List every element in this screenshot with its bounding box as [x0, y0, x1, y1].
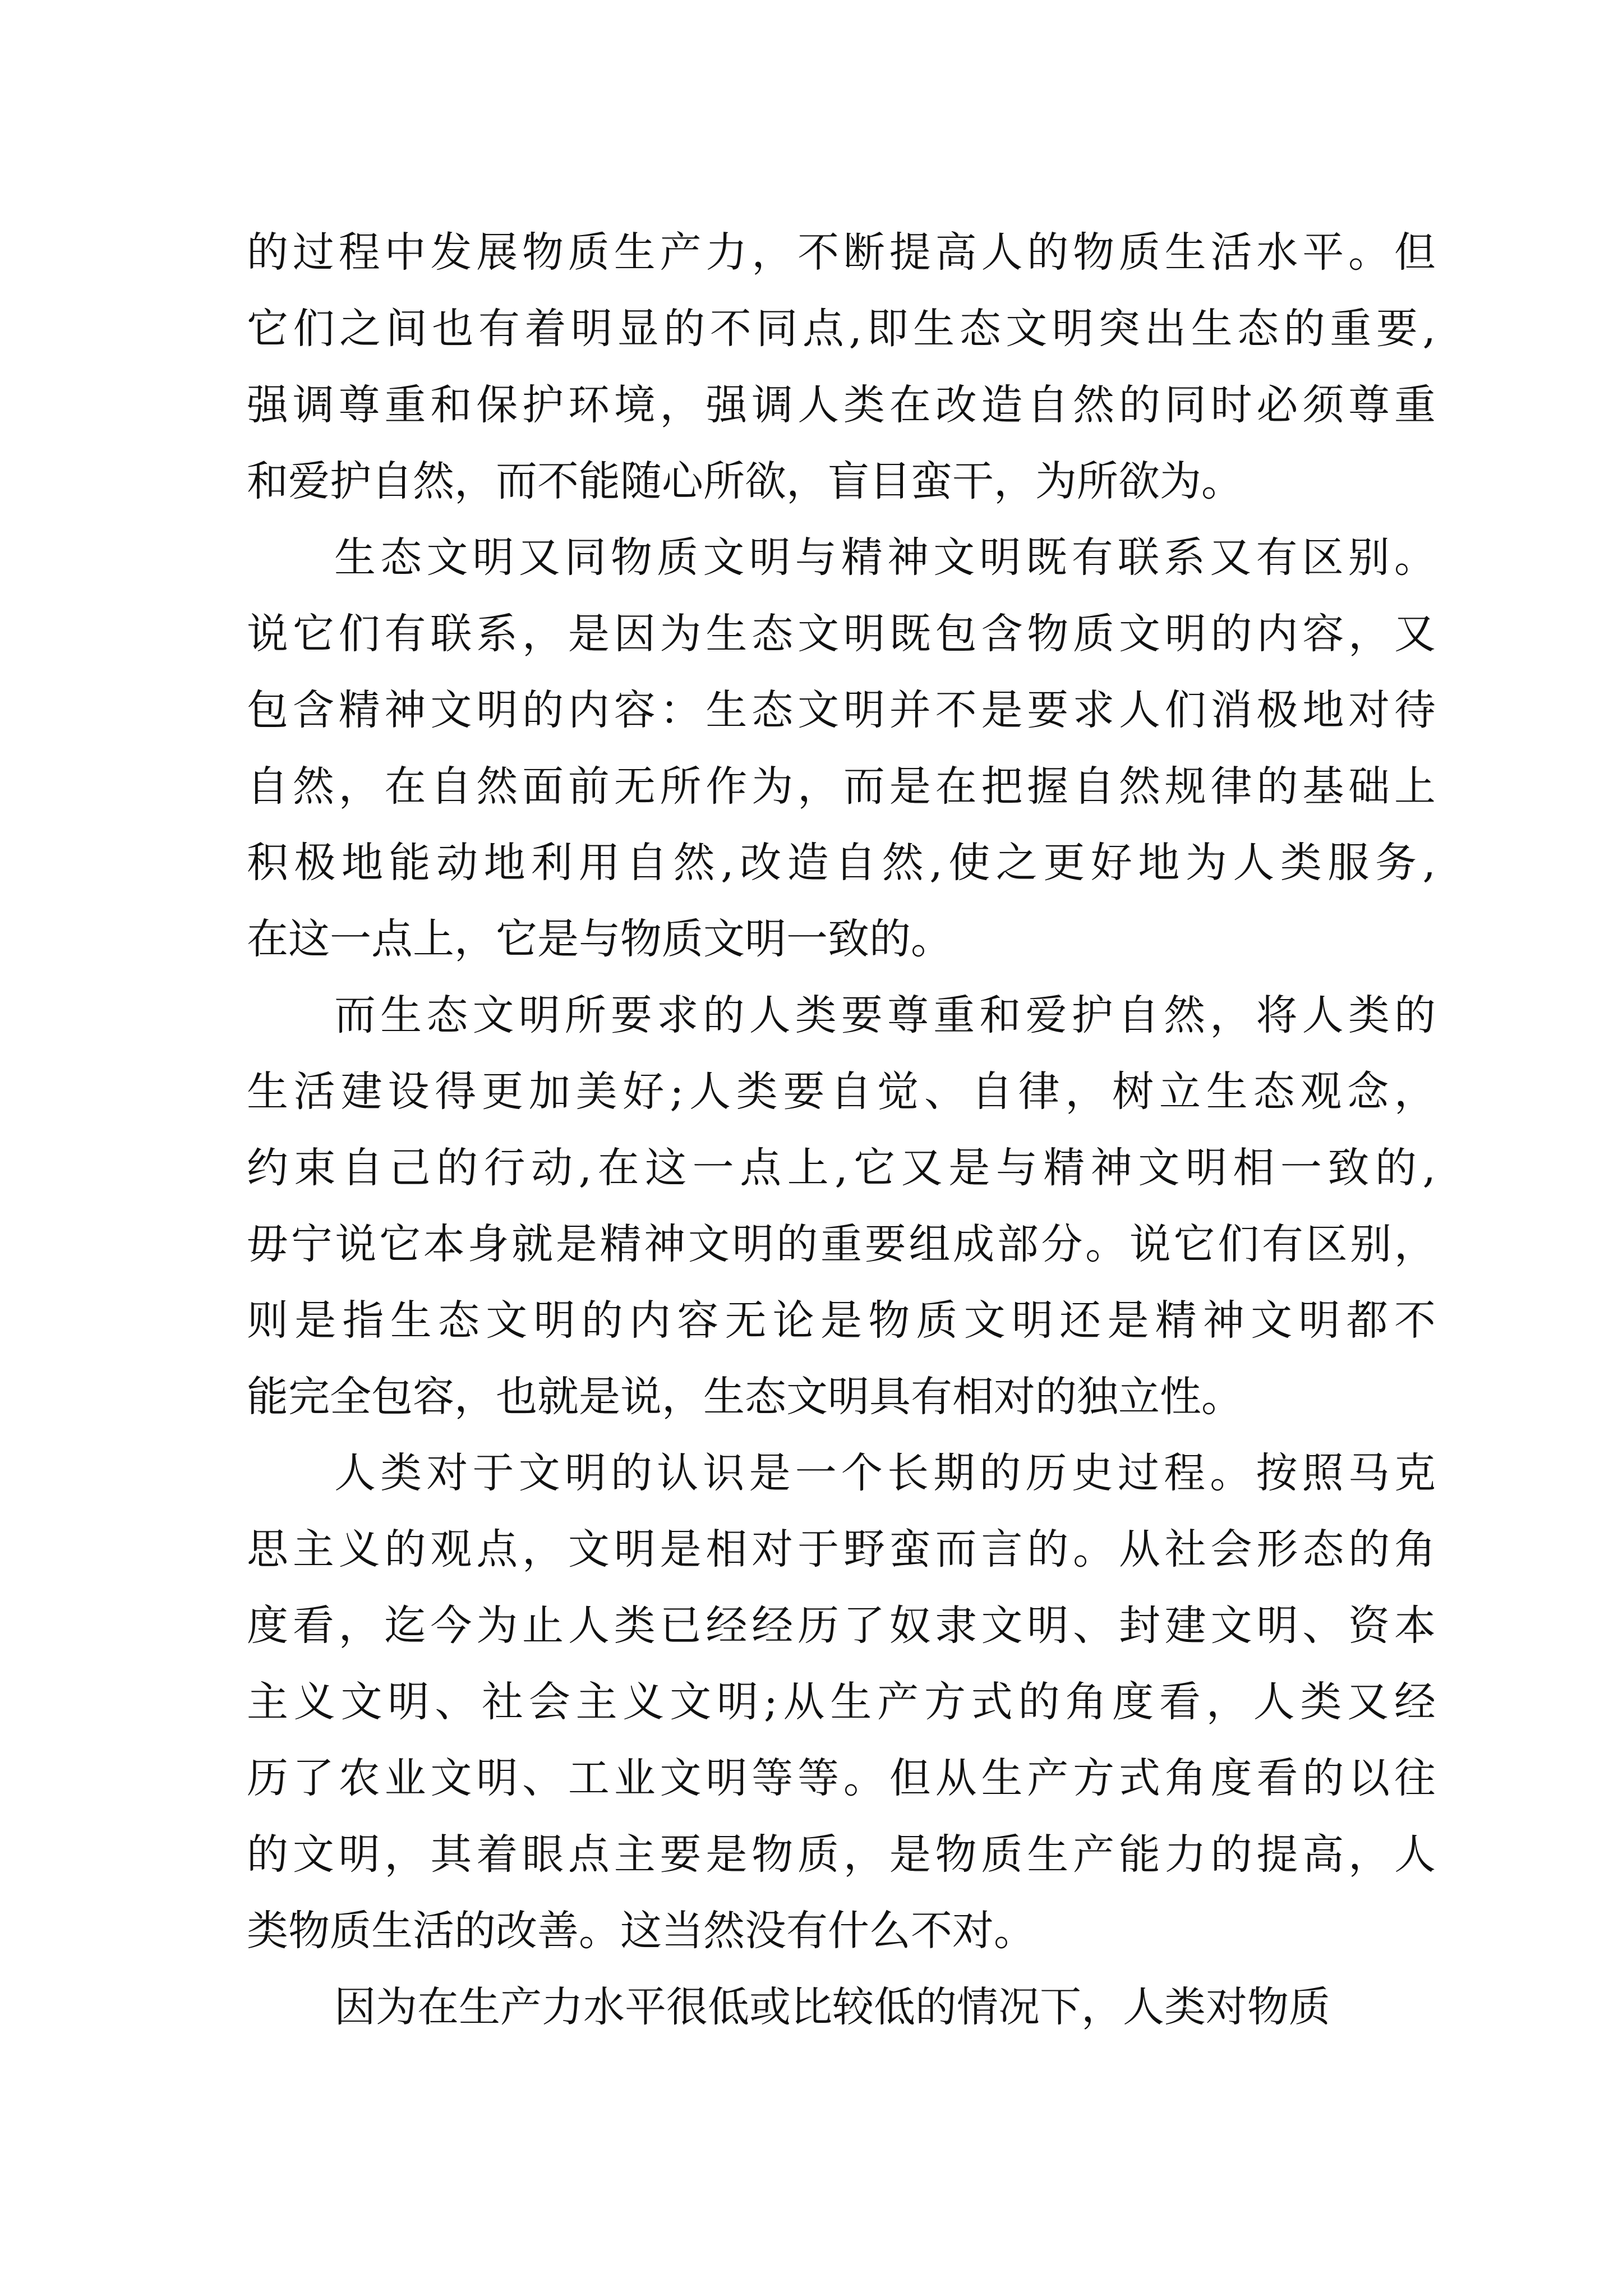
paragraph-first-line: 人类对于文明的认识是一个长期的历史过程。按照马克 [334, 1449, 1436, 1497]
text-line: 生活建设得更加美好;人类要自觉、自律，树立生态观念， [247, 1068, 1436, 1116]
text-line: 历了农业文明、工业文明等等。但从生产方式角度看的以往 [247, 1754, 1436, 1802]
text-line: 包含精神文明的内容：生态文明并不是要求人们消极地对待 [247, 686, 1436, 734]
text-line: 积极地能动地利用自然,改造自然,使之更好地为人类服务, [247, 839, 1436, 887]
paragraph-end-line: 和爱护自然，而不能随心所欲，盲目蛮干，为所欲为。 [247, 457, 1243, 505]
text-line: 主义文明、社会主义文明;从生产方式的角度看，人类又经 [247, 1678, 1436, 1726]
text-line: 度看，迄今为止人类已经经历了奴隶文明、封建文明、资本 [247, 1602, 1436, 1650]
text-line: 的文明，其着眼点主要是物质，是物质生产能力的提高，人 [247, 1830, 1436, 1879]
paragraph-end-line: 能完全包容，也就是说，生态文明具有相对的独立性。 [247, 1373, 1243, 1421]
text-line: 毋宁说它本身就是精神文明的重要组成部分。说它们有区别， [247, 1220, 1436, 1268]
text-line: 则是指生态文明的内容无论是物质文明还是精神文明都不 [247, 1296, 1436, 1345]
text-line: 说它们有联系，是因为生态文明既包含物质文明的内容，又 [247, 610, 1436, 658]
paragraph-end-line: 类物质生活的改善。这当然没有什么不对。 [247, 1907, 1035, 1955]
body-text [247, 214, 1436, 2045]
paragraph-first-line: 生态文明又同物质文明与精神文明既有联系又有区别。 [334, 533, 1436, 582]
paragraph-end-line: 在这一点上，它是与物质文明一致的。 [247, 915, 952, 963]
text-line: 强调尊重和保护环境，强调人类在改造自然的同时必须尊重 [247, 381, 1436, 429]
text-line: 约束自己的行动,在这一点上,它又是与精神文明相一致的, [247, 1144, 1436, 1192]
paragraph-first-line: 而生态文明所要求的人类要尊重和爱护自然，将人类的 [334, 991, 1436, 1039]
paragraph-first-line: 因为在生产力水平很低或比较低的情况下，人类对物质 [334, 1983, 1330, 2031]
text-line: 的过程中发展物质生产力，不断提高人的物质生活水平。但 [247, 228, 1436, 277]
text-line: 思主义的观点，文明是相对于野蛮而言的。从社会形态的角 [247, 1525, 1436, 1573]
text-line: 它们之间也有着明显的不同点,即生态文明突出生态的重要, [247, 305, 1436, 353]
text-line: 自然，在自然面前无所作为，而是在把握自然规律的基础上 [247, 762, 1436, 811]
